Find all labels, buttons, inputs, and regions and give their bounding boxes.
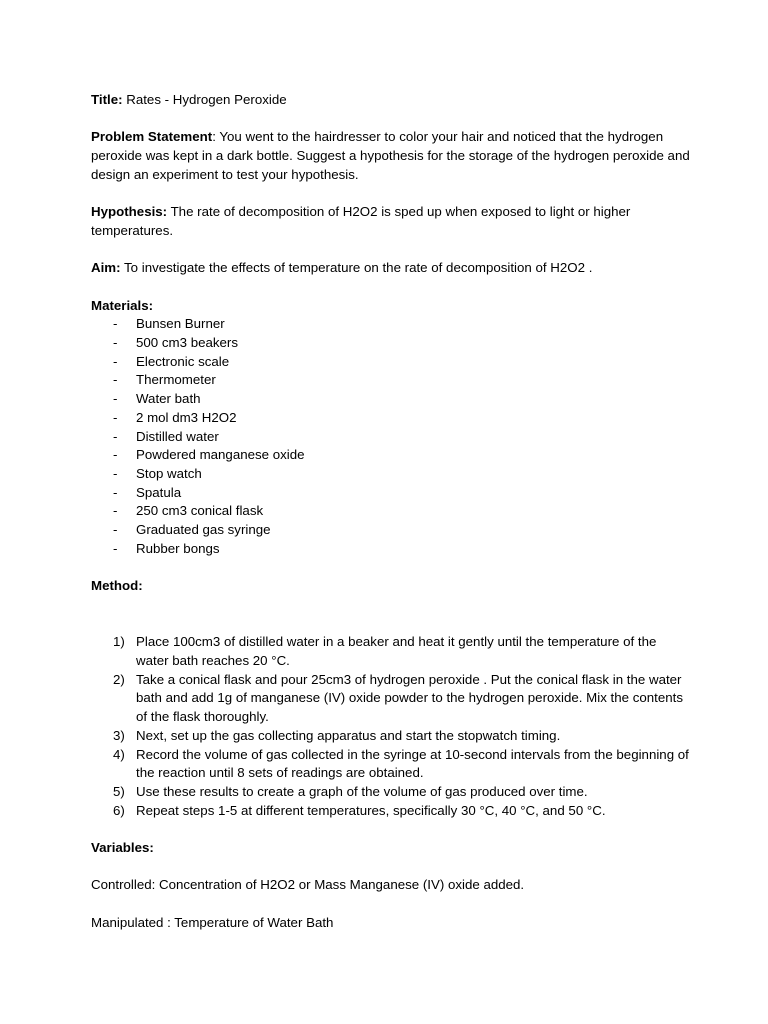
method-heading: Method: bbox=[91, 578, 143, 594]
list-item: - Thermometer bbox=[113, 372, 216, 388]
problem-statement bbox=[91, 128, 691, 184]
hypothesis bbox=[91, 203, 691, 240]
problem-label: Problem Statement bbox=[91, 129, 213, 145]
list-item: - Rubber bongs bbox=[113, 540, 220, 556]
list-item: - Spatula bbox=[113, 484, 182, 500]
method-list bbox=[91, 633, 691, 820]
list-item: 2) Take a conical flask and pour 25cm3 of hydrogen peroxide . Put the conical flask in the water bath and add 1g of manganese (IV) oxide powder to the hydrogen peroxide. Mix the contents of the flask thoroughly. bbox=[113, 671, 684, 725]
list-item: - Water bath bbox=[113, 391, 201, 407]
list-item: - Distilled water bbox=[113, 428, 219, 444]
aim-label: Aim: bbox=[91, 260, 121, 276]
problem-text: : You went to the hairdresser to color your hair and noticed that the hydrogen peroxide was kept in a dark bottle. Suggest a hypothesis for the storage of the hydrogen peroxide and design an experiment to test your hypothesis. bbox=[91, 129, 690, 182]
list-item: - Bunsen Burner bbox=[113, 316, 225, 332]
list-item: - 2 mol dm3 H2O2 bbox=[113, 409, 237, 425]
list-item: 3) Next, set up the gas collecting apparatus and start the stopwatch timing. bbox=[113, 727, 561, 743]
list-item: 5) Use these results to create a graph of the volume of gas produced over time. bbox=[113, 783, 588, 799]
list-item: - Stop watch bbox=[113, 466, 202, 481]
controlled-variable: Controlled: Concentration of H2O2 or Mass Manganese (IV) oxide added. bbox=[91, 877, 525, 893]
title-line bbox=[91, 91, 691, 110]
hypothesis-label: Hypothesis: bbox=[91, 204, 168, 220]
list-item: 4) Record the volume of gas collected in the syringe at 10-second intervals from the beginning of the reaction until 8 sets of readings are obtained. bbox=[113, 746, 689, 781]
title-label: Title: bbox=[91, 92, 123, 107]
aim-text: To investigate the effects of temperature on the rate of decomposition of H2O2 . bbox=[120, 260, 593, 276]
title-text: Rates - Hydrogen Peroxide bbox=[122, 92, 287, 107]
manipulated-variable: Manipulated : Temperature of Water Bath bbox=[91, 914, 334, 930]
variables-heading: Variables: bbox=[91, 840, 154, 855]
list-item: - Electronic scale bbox=[113, 353, 230, 369]
materials-heading: Materials: bbox=[91, 297, 154, 313]
list-item: - 500 cm3 beakers bbox=[113, 335, 238, 351]
list-item: - 250 cm3 conical flask bbox=[113, 503, 264, 519]
materials-list bbox=[91, 315, 691, 558]
list-item: - Powdered manganese oxide bbox=[113, 447, 305, 463]
document-page bbox=[91, 91, 691, 932]
list-item: 6) Repeat steps 1-5 at different temperatures, specifically 30 °C, 40 °C, and 50 °C. bbox=[113, 802, 606, 818]
list-item: 1) Place 100cm3 of distilled water in a beaker and heat it gently until the temperature of the water bath reaches 20 °C. bbox=[113, 634, 657, 668]
hypothesis-text: The rate of decomposition of H2O2 is sped up when exposed to light or higher temperatures. bbox=[91, 204, 631, 238]
aim bbox=[91, 259, 691, 278]
list-item: - Graduated gas syringe bbox=[113, 522, 271, 538]
